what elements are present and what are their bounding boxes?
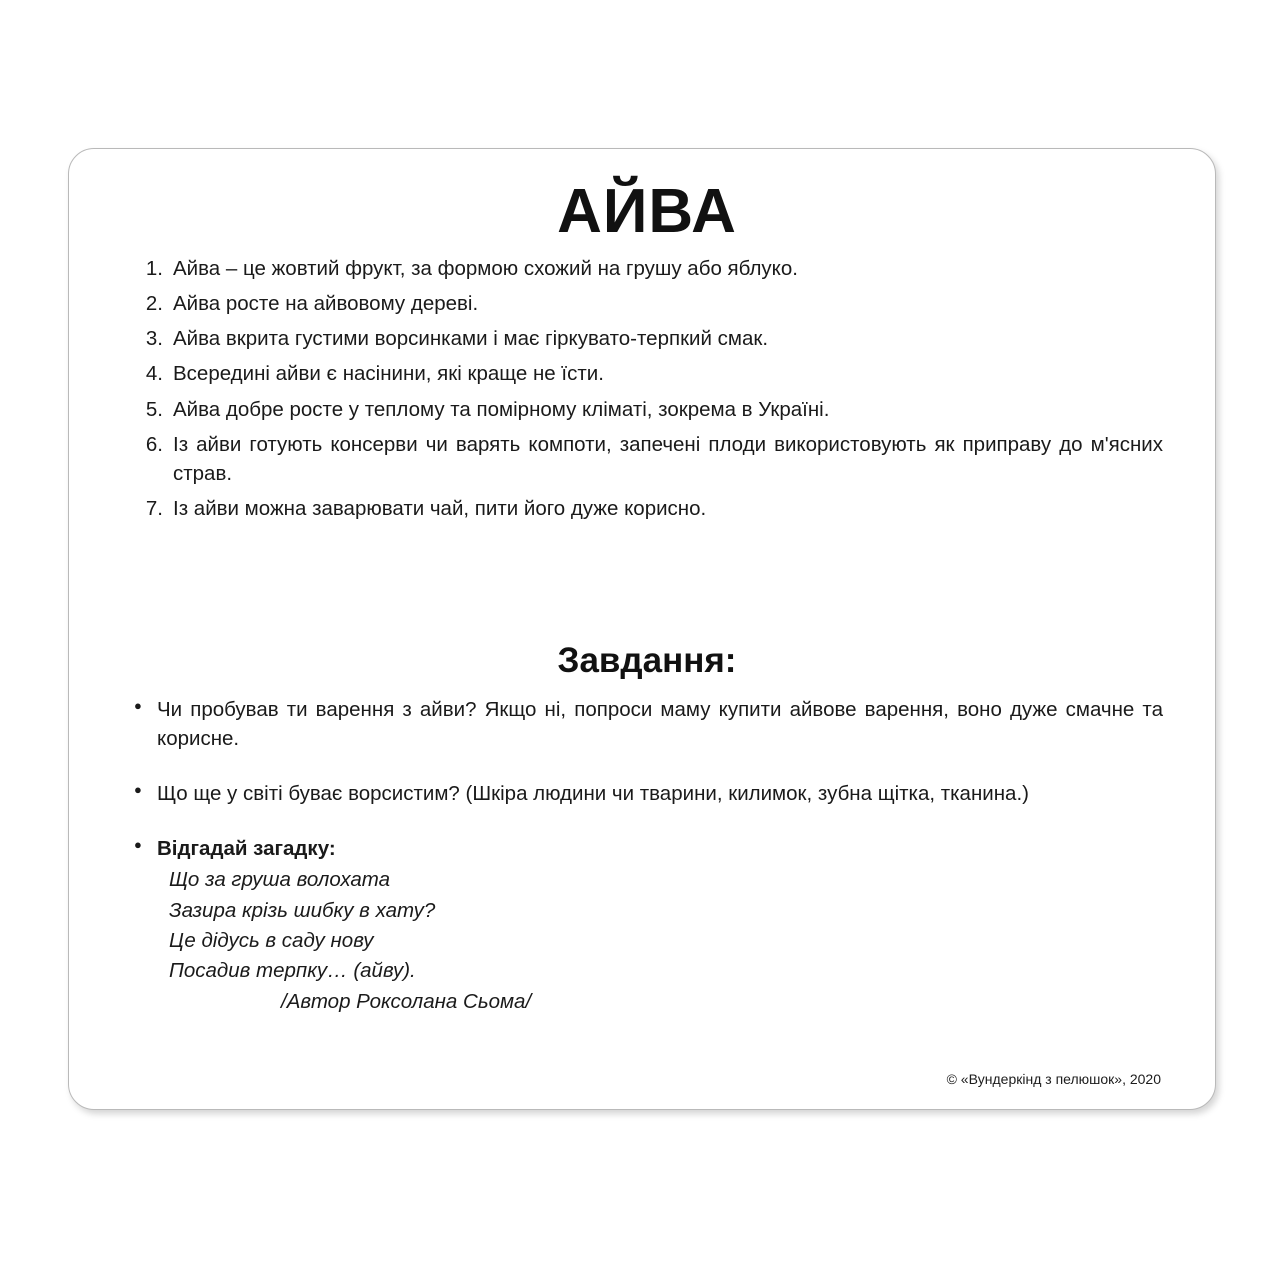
- riddle-item: [131, 834, 1163, 1017]
- riddle-lines: [169, 865, 1163, 1017]
- card-content: [69, 149, 1215, 1109]
- riddle-line: Посадив терпку… (айву).: [169, 959, 416, 983]
- list-item: Із айви можна заварювати чай, пити його дуже корисно.: [173, 496, 707, 520]
- tasks-list: [131, 695, 1163, 1017]
- list-item: Із айви готують консерви чи варять компоти, запечені плоди використовують як приправу до м'ясних страв.: [173, 432, 1163, 485]
- riddle-author: /Автор Роксолана Сьома/: [281, 989, 532, 1013]
- list-item: Айва вкрита густими ворсинками і має гіркувато-терпкий смак.: [173, 327, 769, 351]
- info-card: [68, 148, 1216, 1110]
- page-title: АЙВА: [557, 177, 737, 246]
- list-item: Айва добре росте у теплому та помірному кліматі, зокрема в Україні.: [173, 397, 830, 421]
- riddle-line: Що за груша волохата: [169, 868, 390, 892]
- riddle-line: Це дідусь в саду нову: [169, 929, 374, 953]
- list-item: ● Чи пробував ти варення з айви? Якщо ні, попроси маму купити айвове варення, воно дуже смачне та корисне.: [131, 695, 1163, 753]
- list-item: Всередині айви є насінини, які краще не їсти.: [173, 362, 604, 386]
- facts-list: [131, 254, 1163, 523]
- list-item: Айва – це жовтий фрукт, за формою схожий на грушу або яблуко.: [173, 257, 798, 281]
- riddle-heading: Відгадай загадку:: [157, 837, 336, 861]
- tasks-title: Завдання:: [557, 640, 737, 680]
- list-item: Айва росте на айвовому дереві.: [173, 292, 479, 316]
- riddle-line: Зазира крізь шибку в хату?: [169, 898, 436, 922]
- list-item: ● Що ще у світі буває ворсистим? (Шкіра людини чи тварини, килимок, зубна щітка, тканина.): [131, 779, 1163, 808]
- copyright-notice: © «Вундеркінд з пелюшок», 2020: [946, 1071, 1161, 1087]
